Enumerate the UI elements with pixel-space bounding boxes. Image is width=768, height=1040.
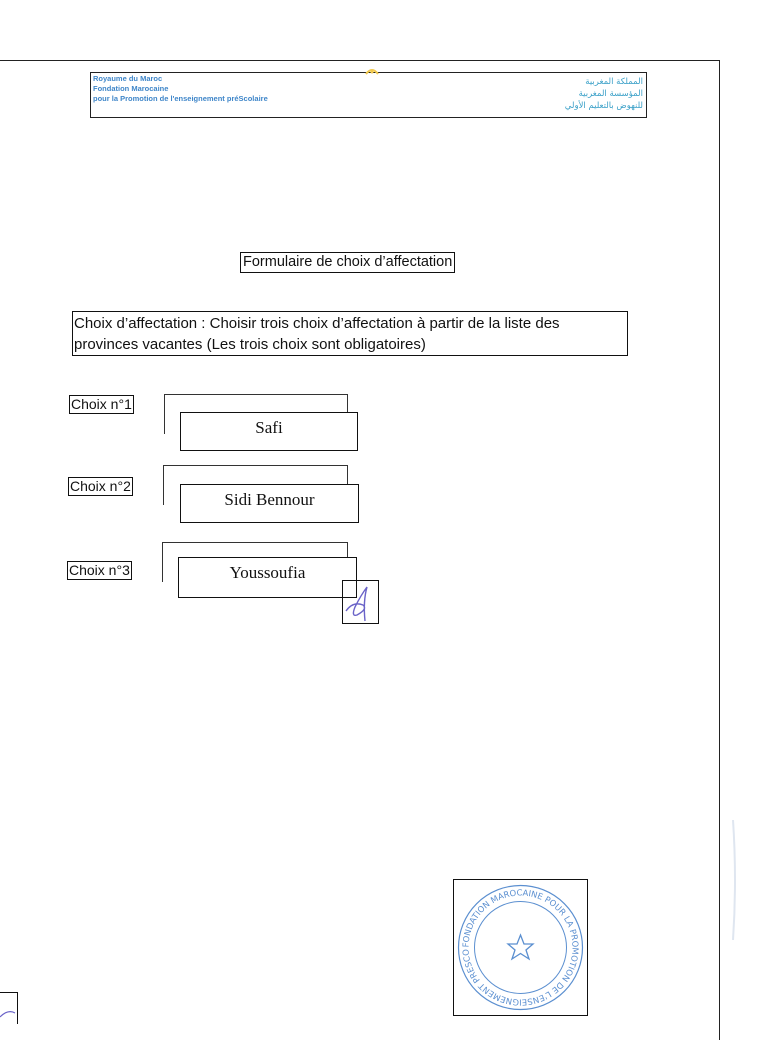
choice-1-field[interactable]: Safi bbox=[180, 412, 358, 451]
initials-icon bbox=[0, 993, 17, 1024]
letterhead-line: المؤسسة المغربية bbox=[578, 89, 643, 99]
letterhead-line: المملكة المغربية bbox=[585, 77, 643, 87]
scan-edge-mark bbox=[728, 820, 738, 940]
letterhead-arabic bbox=[565, 76, 643, 112]
letterhead-line: Royaume du Maroc bbox=[93, 74, 163, 83]
choice-3-field[interactable]: Youssoufia bbox=[178, 557, 357, 598]
letterhead-line: pour la Promotion de l'enseignement préScolaire bbox=[93, 94, 268, 103]
signature-icon bbox=[343, 581, 378, 623]
page-border bbox=[0, 60, 720, 1040]
instruction-line: Choix d’affectation : Choisir trois choix d’affectation à partir de la liste des bbox=[74, 315, 560, 332]
instruction-box bbox=[72, 311, 628, 356]
form-title: Formulaire de choix d’affectation bbox=[240, 252, 455, 273]
official-stamp-icon bbox=[454, 880, 587, 1015]
choice-label-1: Choix n°1 bbox=[71, 396, 132, 412]
choice-label-2: Choix n°2 bbox=[70, 478, 131, 494]
choice-label-3: Choix n°3 bbox=[69, 562, 130, 578]
logo-icon bbox=[365, 66, 379, 76]
stamp-ring-text: FONDATION MAROCAINE POUR LA PROMOTION DE L'ENSEIGNEMENT PRESCO bbox=[460, 887, 581, 1008]
letterhead-french bbox=[93, 74, 268, 104]
corner-initials-box bbox=[0, 992, 18, 1024]
stamp-box bbox=[453, 879, 588, 1016]
letterhead-line: للنهوض بالتعليم الأولي bbox=[564, 101, 643, 111]
choice-2-frame bbox=[163, 465, 348, 486]
instruction-line: provinces vacantes (Les trois choix sont obligatoires) bbox=[74, 336, 426, 353]
signature-box bbox=[342, 580, 379, 624]
choice-2-field[interactable]: Sidi Bennour bbox=[180, 484, 359, 523]
letterhead-line: Fondation Marocaine bbox=[93, 84, 169, 93]
letterhead bbox=[90, 72, 647, 118]
